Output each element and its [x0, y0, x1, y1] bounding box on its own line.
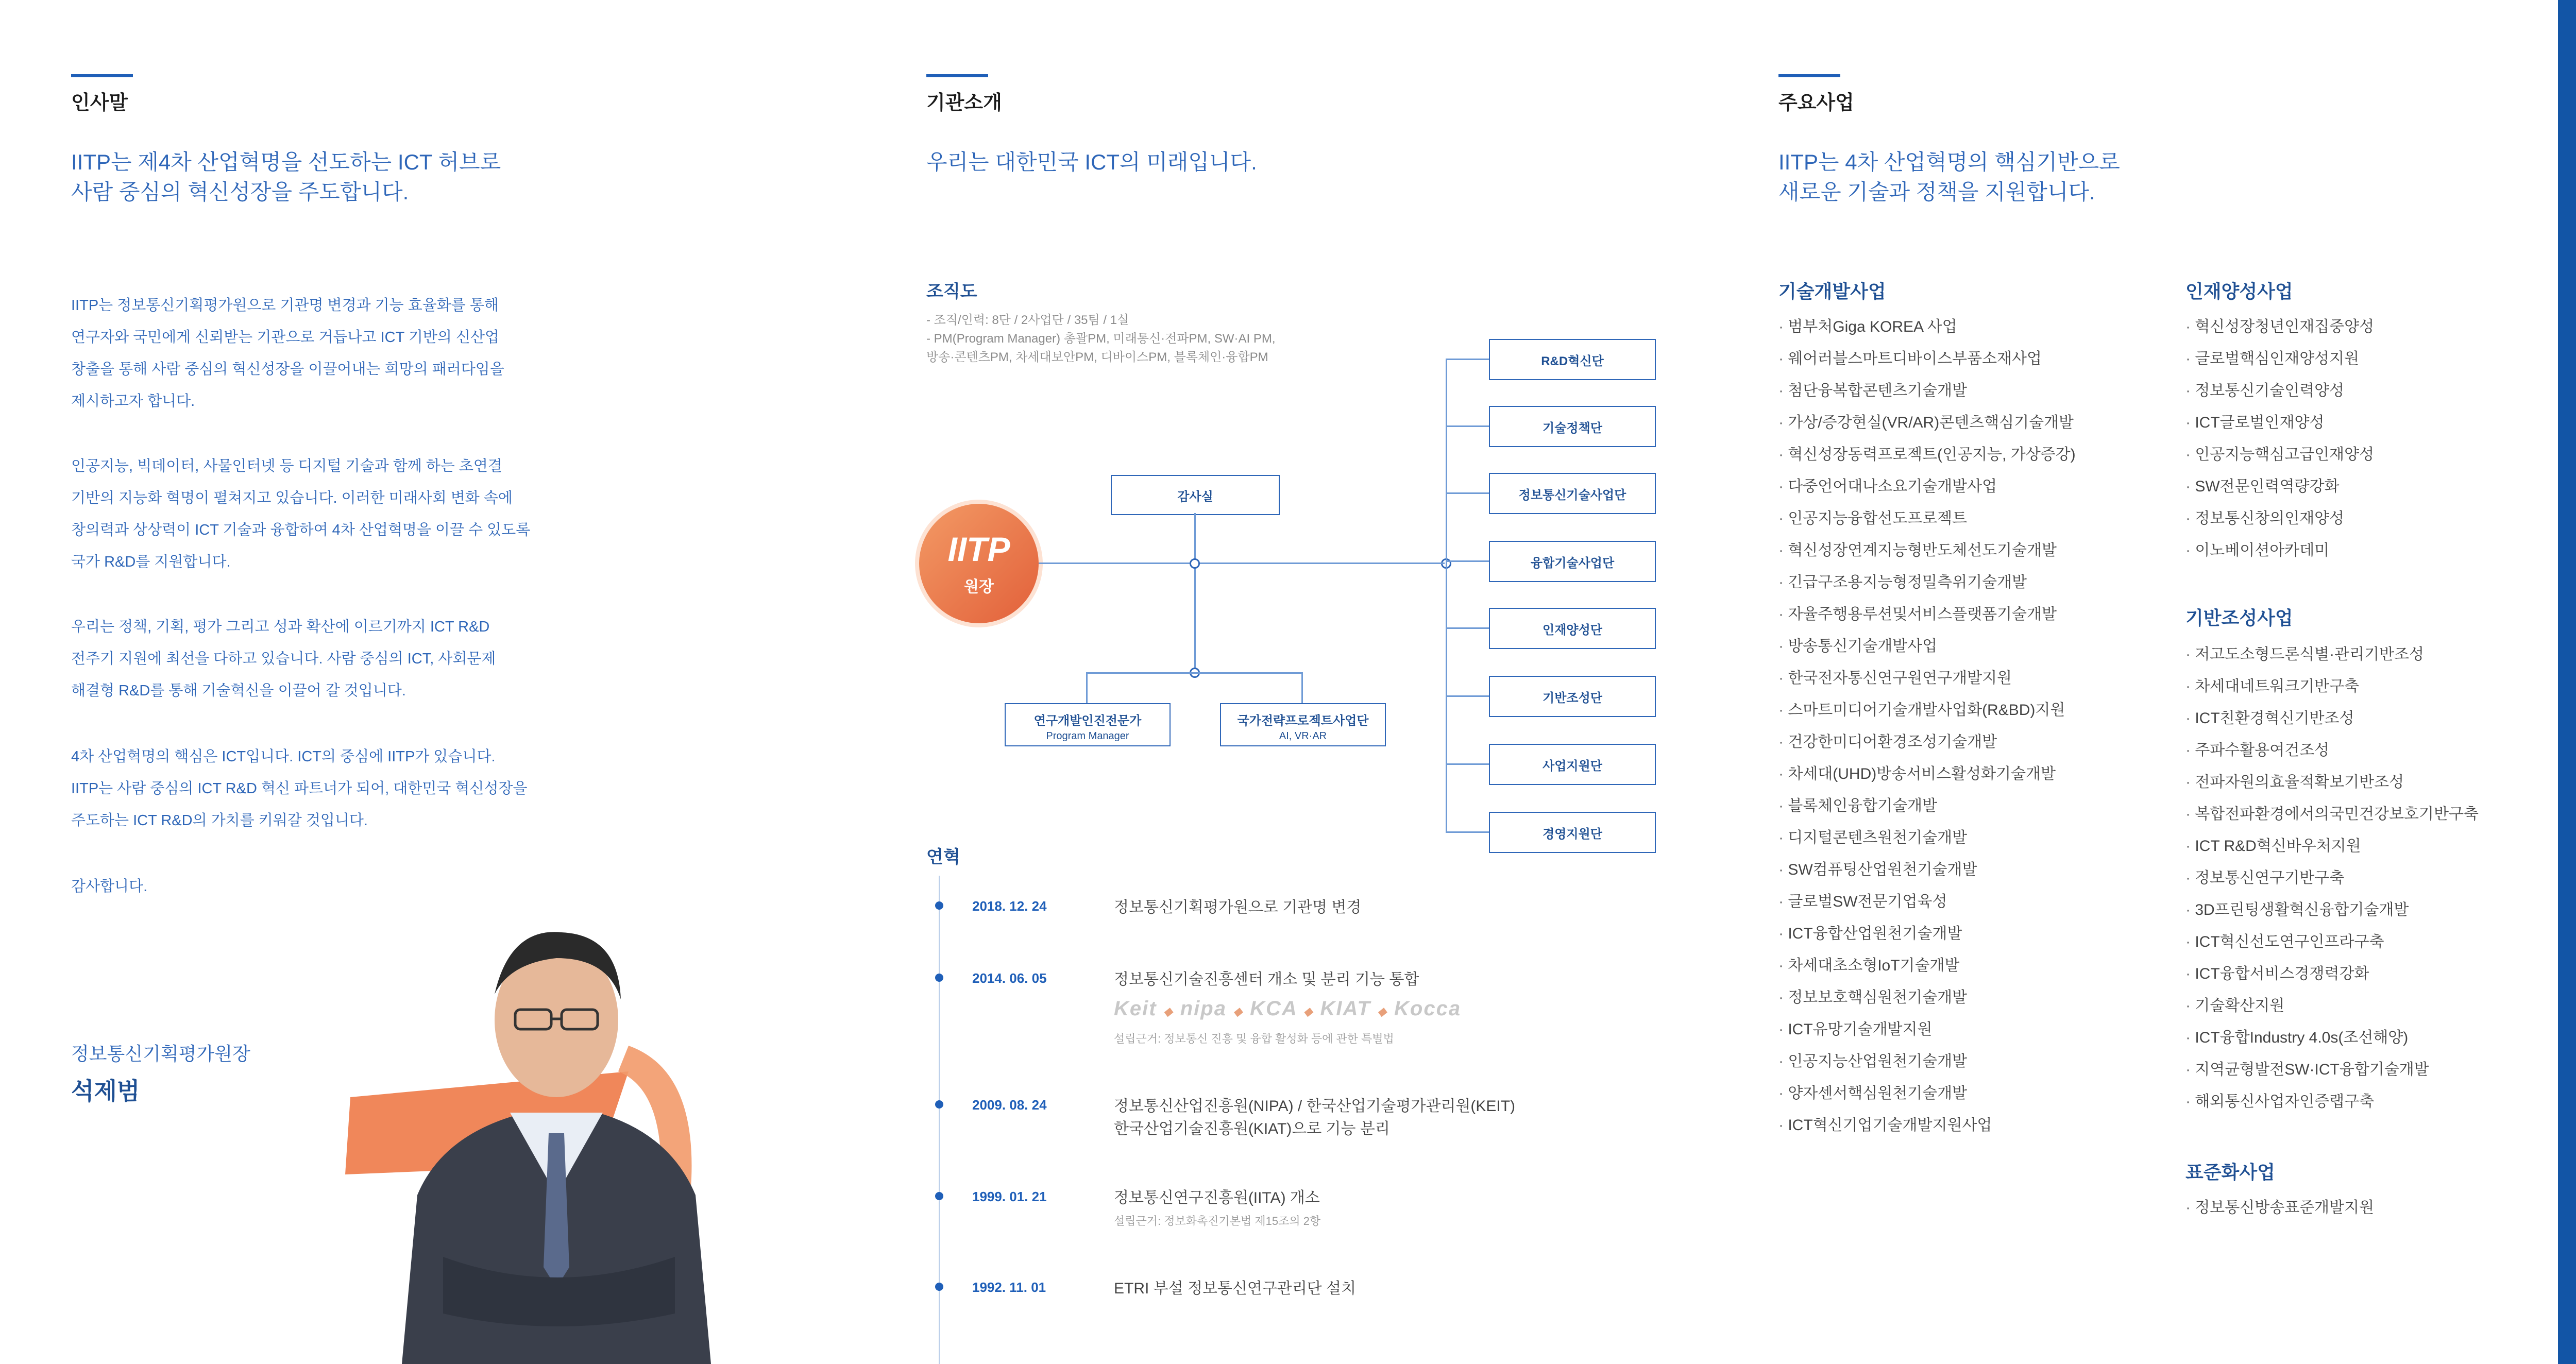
org-line [1446, 560, 1489, 562]
org-line [1446, 763, 1489, 765]
infra-item: · 복합전파환경에서의국민건강보호기반구축 [2185, 798, 2479, 830]
org-line [1194, 513, 1196, 523]
tech-dev-item: · 다중언어대나소요기술개발사업 [1778, 471, 2076, 503]
tech-dev-item: · 혁신성장연계지능형반도체선도기술개발 [1778, 535, 2076, 567]
org-box-division: 정보통신기술사업단 [1489, 473, 1656, 514]
tech-dev-item: · 범부처Giga KOREA 사업 [1778, 311, 2076, 343]
signature-name: 석제범 [71, 1078, 140, 1104]
ceo-label: 원장 [964, 578, 994, 595]
para-line: 전주기 지원에 최선을 다하고 있습니다. 사람 중심의 ICT, 사회문제 [71, 651, 496, 667]
logo-keit: Keit [1114, 997, 1157, 1020]
talent-title: 인재양성사업 [2185, 281, 2293, 302]
history-text-line: 정보통신산업진흥원(NIPA) / 한국산업기술평가관리원(KEIT) [1114, 1098, 1516, 1115]
intro-panel [855, 0, 1710, 1364]
greeting-lead [71, 147, 501, 207]
greeting-lead-line: IITP는 제4차 산업혁명을 선도하는 ICT 허브로 [71, 150, 501, 174]
history-text [1114, 1095, 1515, 1140]
talent-item: · 이노베이션아카데미 [2185, 535, 2374, 567]
roles-budget-panel [2558, 0, 2576, 1364]
history-text: ETRI 부설 정보통신연구관리단 설치 [1114, 1280, 1357, 1297]
tech-dev-item: · 글로벌SW전문기업육성 [1778, 886, 2076, 918]
org-note-line: - 조직/인력: 8단 / 2사업단 / 35팀 / 1실 [926, 313, 1129, 327]
org-box-pm-title: 연구개발인진전문가 [1033, 714, 1142, 728]
talent-item: · 글로벌핵심인재양성지원 [2185, 343, 2374, 375]
timeline-dot [935, 901, 943, 910]
para-line: 창출을 통해 사람 중심의 혁신성장을 이끌어내는 희망의 패러다임을 [71, 361, 504, 378]
history-subtext: 설립근거: 정보화촉진기본법 제15조의 2항 [1114, 1215, 1321, 1227]
org-line [1446, 492, 1489, 494]
org-line [1194, 523, 1196, 673]
infra-item: · 해외통신사업자인증랩구축 [2185, 1086, 2479, 1118]
tech-dev-item: · 가상/증강현실(VR/AR)콘텐츠핵심기술개발 [1778, 407, 2076, 439]
history-text: 정보통신기획평가원으로 기관명 변경 [1114, 899, 1362, 916]
greeting-paragraph [71, 450, 530, 578]
org-note-line: - PM(Program Manager) 총괄PM, 미래통신·전파PM, SW·AI PM, [926, 332, 1276, 346]
infra-title: 기반조성사업 [2185, 607, 2293, 628]
talent-item: · 인공지능핵심고급인재양성 [2185, 439, 2374, 471]
infra-item: · ICT R&D혁신바우처지원 [2185, 830, 2479, 862]
org-line [1086, 672, 1088, 703]
logo-nipa: nipa [1180, 997, 1227, 1020]
org-box-pm [1005, 703, 1171, 746]
infra-item: · ICT융합서비스경쟁력강화 [2185, 958, 2479, 990]
greeting-paragraph [71, 611, 496, 707]
logo-kiat: KIAT [1320, 997, 1371, 1020]
director-portrait [340, 804, 804, 1364]
talent-item: · 정보통신기술인력양성 [2185, 375, 2374, 407]
tech-dev-item: · 디지털콘텐츠원천기술개발 [1778, 822, 2076, 854]
budget-bubble-chart [2558, 505, 2576, 1364]
tech-dev-item: · ICT혁신기업기술개발지원사업 [1778, 1110, 2076, 1141]
tech-dev-item: · 긴급구조용지능형정밀측위기술개발 [1778, 567, 2076, 599]
timeline-dot [935, 1283, 943, 1291]
history-text: 정보통신기술진흥센터 개소 및 분리 기능 통합 [1114, 971, 1419, 988]
org-box-division: 경영지원단 [1489, 812, 1656, 853]
org-box-division: 사업지원단 [1489, 744, 1656, 785]
standard-title: 표준화사업 [2185, 1162, 2275, 1183]
talent-item: · 혁신성장청년인재집중양성 [2185, 311, 2374, 343]
tech-dev-item: · 건강한미디어환경조성기술개발 [1778, 726, 2076, 758]
para-line: 연구자와 국민에게 신뢰받는 기관으로 거듭나고 ICT 기반의 신산업 [71, 329, 499, 346]
history-text: 정보통신연구진흥원(IITA) 개소 [1114, 1189, 1320, 1206]
talent-item: · SW전문인력역량강화 [2185, 471, 2374, 503]
greeting-paragraph [71, 871, 147, 902]
org-line [1039, 562, 1279, 564]
org-line [1446, 627, 1489, 629]
org-box-project-sub: AI, VR·AR [1279, 730, 1327, 742]
para-line: 기반의 지능화 혁명이 펼쳐지고 있습니다. 이러한 미래사회 변화 속에 [71, 490, 513, 506]
intro-heading: 기관소개 [926, 87, 1002, 115]
business-panel [1710, 0, 2558, 1364]
tech-dev-item: · 한국전자통신연구원연구개발지원 [1778, 662, 2076, 694]
talent-item: · 정보통신창의인재양성 [2185, 503, 2374, 535]
tech-dev-item: · 혁신성장동력프로젝트(인공지능, 가상증강) [1778, 439, 2076, 471]
org-line [1279, 562, 1445, 564]
timeline-dot [935, 1100, 943, 1109]
para-line: 감사합니다. [71, 878, 148, 895]
history-date: 1992. 11. 01 [972, 1280, 1046, 1295]
history-date: 1999. 01. 21 [972, 1189, 1047, 1204]
infra-item: · ICT융합Industry 4.0s(조선해양) [2185, 1022, 2479, 1054]
ceo-circle [919, 504, 1039, 623]
history-date: 2009. 08. 24 [972, 1097, 1047, 1113]
infra-item: · 지역균형발전SW·ICT융합기술개발 [2185, 1054, 2479, 1086]
infra-item: · 전파자원의효율적확보기반조성 [2185, 766, 2479, 798]
org-line [1446, 831, 1489, 833]
infra-item: · 기술확산지원 [2185, 990, 2479, 1022]
org-line [1446, 425, 1489, 427]
org-chart-title: 조직도 [926, 282, 977, 301]
business-lead-line: IITP는 4차 산업혁명의 핵심기반으로 [1778, 150, 2120, 174]
para-line: 우리는 정책, 기획, 평가 그리고 성과 확산에 이르기까지 ICT R&D [71, 619, 490, 635]
org-line [1446, 695, 1489, 697]
talent-item: · ICT글로벌인재양성 [2185, 407, 2374, 439]
infra-list [2185, 639, 2479, 1118]
standard-item: · 정보통신방송표준개발지원 [2185, 1192, 2374, 1224]
org-line [1301, 672, 1303, 703]
tech-dev-item: · SW컴퓨팅산업원천기술개발 [1778, 854, 2076, 886]
infra-item: · ICT혁신선도연구인프라구축 [2185, 926, 2479, 958]
partner-logos: Keit ◆ nipa ◆ KCA ◆ KIAT ◆ Kocca [1114, 997, 1462, 1020]
iitp-logo: IITP [947, 530, 1010, 568]
timeline-dot [935, 1192, 943, 1200]
para-line: 창의력과 상상력이 ICT 기술과 융합하여 4차 산업혁명을 이끌 수 있도록 [71, 522, 531, 538]
infra-item: · 차세대네트워크기반구축 [2185, 671, 2479, 703]
para-line: 제시하고자 합니다. [71, 393, 195, 410]
tech-dev-list [1778, 311, 2076, 1141]
logo-kocca: Kocca [1394, 997, 1462, 1020]
greeting-heading: 인사말 [71, 87, 128, 115]
signature-role: 정보통신기획평가원장 [71, 1043, 250, 1064]
business-heading: 주요사업 [1778, 87, 1854, 115]
tech-dev-item: · 방송통신기술개발사업 [1778, 630, 2076, 662]
org-box-division: 기술정책단 [1489, 406, 1656, 447]
tech-dev-item: · 인공지능융합선도프로젝트 [1778, 503, 2076, 535]
infra-item: · 주파수활용여건조성 [2185, 735, 2479, 766]
org-line [1446, 359, 1447, 832]
tech-dev-item: · 스마트미디어기술개발사업화(R&BD)지원 [1778, 694, 2076, 726]
logo-kca: KCA [1250, 997, 1297, 1020]
org-box-division: R&D혁신단 [1489, 339, 1656, 380]
business-lead [1778, 147, 2120, 207]
intro-lead: 우리는 대한민국 ICT의 미래입니다. [926, 150, 1257, 174]
org-notes [926, 311, 1276, 367]
org-box-division: 융합기술사업단 [1489, 541, 1656, 582]
history-title: 연혁 [926, 847, 960, 867]
org-box-pm-sub: Program Manager [1046, 730, 1129, 742]
greeting-panel [0, 0, 855, 1364]
tech-dev-item: · 자율주행용루션및서비스플랫폼기술개발 [1778, 599, 2076, 630]
tech-dev-item: · 인공지능산업원천기술개발 [1778, 1046, 2076, 1078]
para-line: IITP는 정보통신기획평가원으로 기관명 변경과 기능 효율화를 통해 [71, 297, 499, 314]
business-lead-line: 새로운 기술과 정책을 지원합니다. [1778, 180, 2095, 204]
tech-dev-item: · 웨어러블스마트디바이스부품소재사업 [1778, 343, 2076, 375]
org-box-audit: 감사실 [1111, 475, 1280, 515]
org-node [1190, 558, 1200, 569]
talent-list [2185, 311, 2374, 567]
org-box-division: 기반조성단 [1489, 676, 1656, 717]
tech-dev-item: · 첨단융복합콘텐츠기술개발 [1778, 375, 2076, 407]
history-timeline [939, 876, 1711, 1364]
tech-dev-item: · ICT융합산업원천기술개발 [1778, 918, 2076, 950]
history-subtext: 설립근거: 정보통신 진흥 및 융합 활성화 등에 관한 특별법 [1114, 1032, 1394, 1045]
org-line [1446, 359, 1489, 360]
infra-item: · ICT친환경혁신기반조성 [2185, 703, 2479, 735]
history-text-line: 한국산업기술진흥원(KIAT)으로 기능 분리 [1114, 1120, 1390, 1137]
tech-dev-item: · 차세대(UHD)방송서비스활성화기술개발 [1778, 758, 2076, 790]
timeline-dot [935, 974, 943, 982]
tech-dev-item: · 블록체인융합기술개발 [1778, 790, 2076, 822]
para-line: 4차 산업혁명의 핵심은 ICT입니다. ICT의 중심에 IITP가 있습니다. [71, 748, 496, 765]
para-line: 국가 R&D를 지원합니다. [71, 554, 231, 570]
org-box-project-title: 국가전략프로젝트사업단 [1237, 714, 1369, 728]
org-box-division: 인재양성단 [1489, 608, 1656, 649]
infra-item: · 저고도소형드론식별·관리기반조성 [2185, 639, 2479, 671]
infra-item: · 정보통신연구기반구축 [2185, 862, 2479, 894]
para-line: 주도하는 ICT R&D의 가치를 키워갈 것입니다. [71, 812, 368, 829]
para-line: IITP는 사람 중심의 ICT R&D 혁신 파트너가 되어, 대한민국 혁신성장을 [71, 780, 528, 797]
tech-dev-title: 기술개발사업 [1778, 281, 1886, 302]
tech-dev-item: · 차세대초소형IoT기술개발 [1778, 950, 2076, 982]
org-note-line: 방송·콘텐츠PM, 차세대보안PM, 디바이스PM, 블록체인·융합PM [926, 350, 1268, 364]
tech-dev-item: · ICT유망기술개발지원 [1778, 1014, 2076, 1046]
tech-dev-item: · 정보보호핵심원천기술개발 [1778, 982, 2076, 1014]
greeting-lead-line: 사람 중심의 혁신성장을 주도합니다. [71, 180, 409, 204]
para-line: 인공지능, 빅데이터, 사물인터넷 등 디지털 기술과 함께 하는 초연결 [71, 458, 502, 474]
org-line [1086, 672, 1302, 674]
history-date: 2014. 06. 05 [972, 970, 1047, 986]
standard-list [2185, 1192, 2374, 1224]
tech-dev-item: · 양자센서핵심원천기술개발 [1778, 1078, 2076, 1110]
history-date: 2018. 12. 24 [972, 898, 1047, 914]
para-line: 해결형 R&D를 통해 기술혁신을 이끌어 갈 것입니다. [71, 683, 406, 699]
infra-item: · 3D프린팅생활혁신융합기술개발 [2185, 894, 2479, 926]
org-box-project [1220, 703, 1386, 746]
greeting-paragraph [71, 289, 504, 417]
